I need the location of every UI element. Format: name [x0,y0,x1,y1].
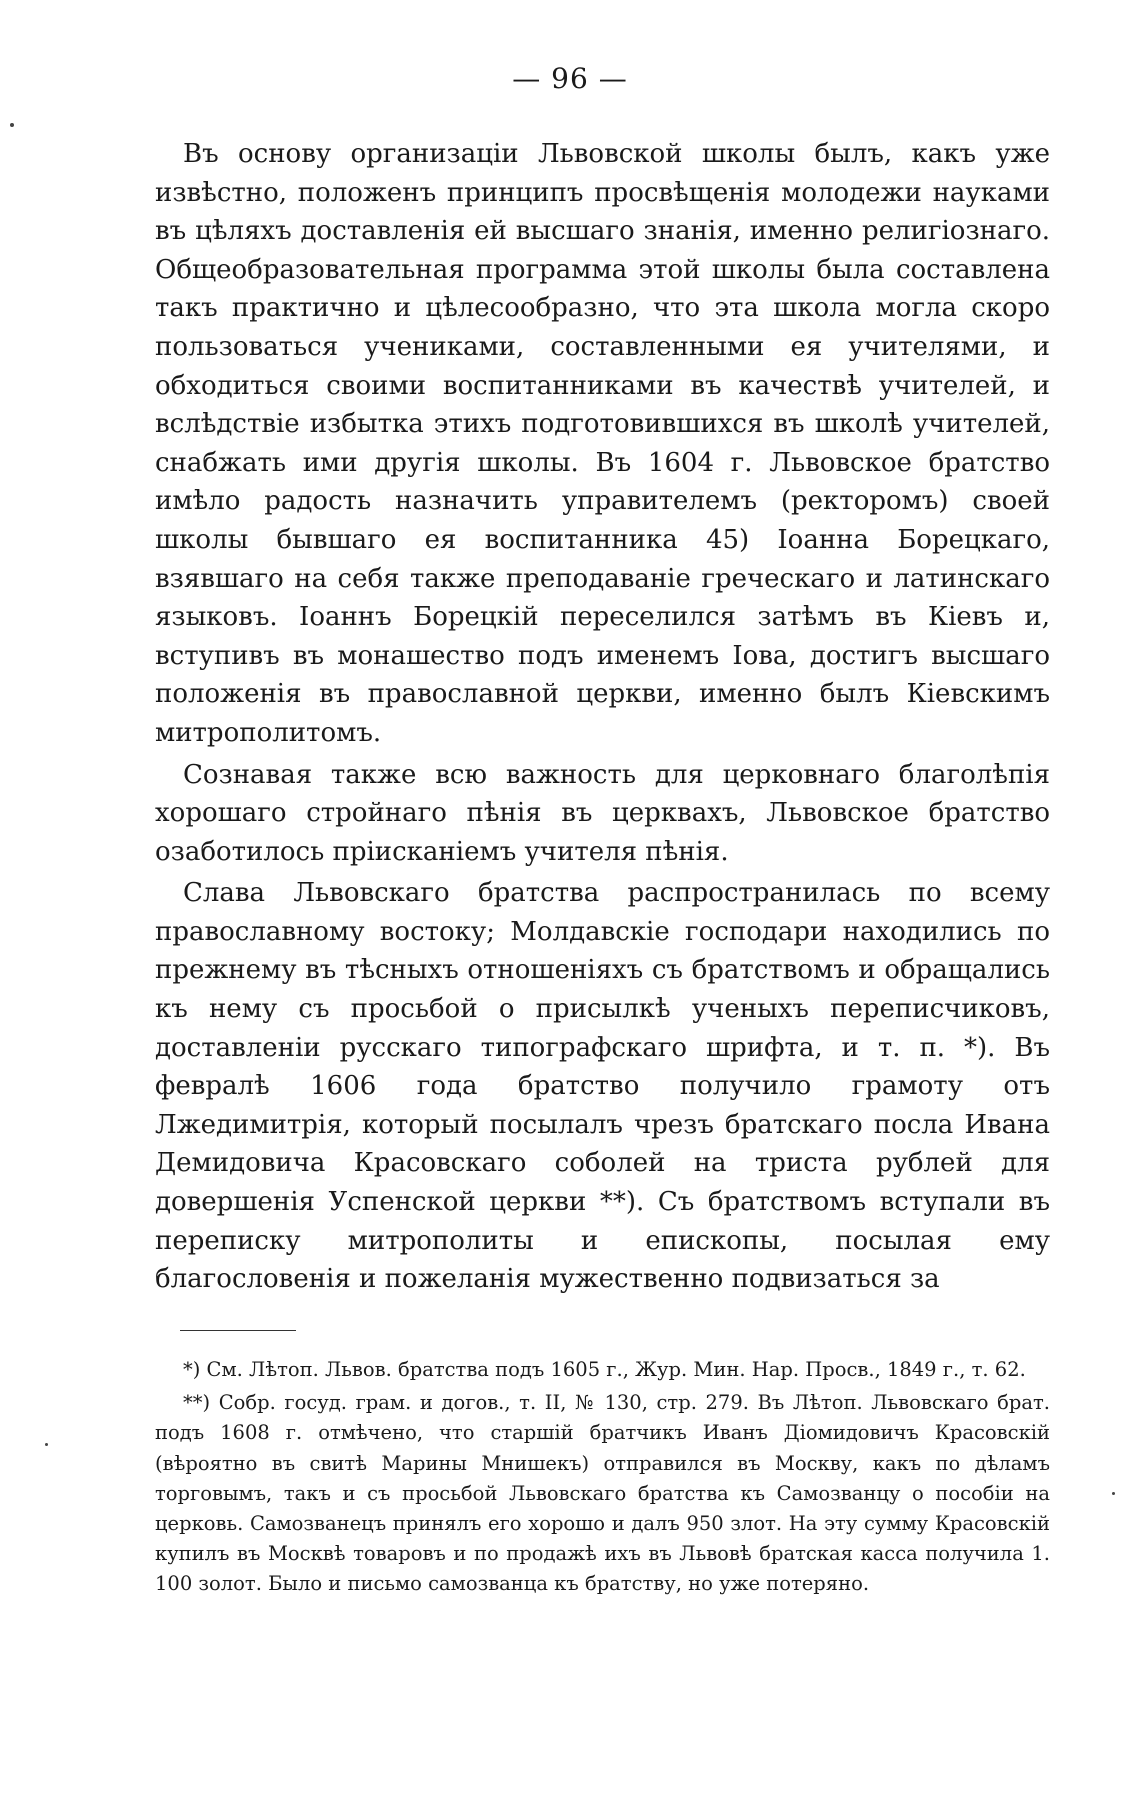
print-speck [45,1443,48,1446]
paragraph-organization: Въ основу организаціи Львовской школы былъ, какъ уже извѣстно, положенъ принципъ просвѣщенія молодежи науками въ цѣляхъ доставленія ей высшаго знанія, именно религіознаго. Общеобразовательная программа этой школы была составлена такъ практично и цѣлесообразно, что эта школа могла скоро пользоваться учениками, составленными ея учителями, и обходиться своими воспитанниками въ качествѣ учителей, и вслѣдствіе избытка этихъ подготовившихся въ школѣ учителей, снабжать ими другія школы. Въ 1604 г. Львовское братство имѣло радость назначить управителемъ (ректоромъ) своей школы бывшаго ея воспитанника 45) Іоанна Борецкаго, взявшаго на себя также преподаваніе греческаго и латинскаго языковъ. Іоаннъ Борецкій переселился затѣмъ въ Кіевъ и, вступивъ въ монашество подъ именемъ Іова, достигъ высшаго положенія въ православной церкви, именно былъ Кіевскимъ митрополитомъ. [155,139,1050,748]
print-speck [10,123,14,127]
print-speck [1112,1492,1115,1495]
footnotes [155,1355,1050,1600]
main-text [155,135,1050,1299]
footnote-1: *) См. Лѣтоп. Львов. братства подъ 1605 г., Жур. Мин. Нар. Просв., 1849 г., т. 62. [183,1358,1026,1381]
page-number: — 96 — [512,62,628,95]
paragraph-glory: Слава Львовскаго братства распространилась по всему православному востоку; Молдавскіе господари находились по прежнему въ тѣсныхъ отношеніяхъ съ братствомъ и обращались къ нему съ просьбой о присылкѣ ученыхъ переписчиковъ, доставленіи русскаго типографскаго шрифта, и т. п. *). Въ февралѣ 1606 года братство получило грамоту отъ Лжедимитрія, который посылалъ чрезъ братскаго посла Ивана Демидовича Красовскаго соболей на триста рублей для довершенія Успенской церкви **). Съ братствомъ вступали въ переписку митрополиты и епископы, посылая ему благословенія и пожеланія мужественно подвизаться за [155,878,1050,1295]
footnote-2: **) Собр. госуд. грам. и догов., т. II, № 130, стр. 279. Въ Лѣтоп. Львовскаго брат. подъ 1608 г. отмѣчено, что старшій братчикъ Иванъ Діомидовичъ Красовскій (вѣроятно въ свитѣ Марины Мнишекъ) отправился въ Москву, какъ по дѣламъ торговымъ, такъ и съ просьбой Львовскаго братства къ Самозванцу о пособіи на церковь. Самозванецъ принялъ его хорошо и далъ 950 злот. На эту сумму Красовскій купилъ въ Москвѣ товаровъ и по продажѣ ихъ въ Львовѣ братская касса получила 1. 100 золот. Было и письмо самозванца къ братству, но уже потеряно. [155,1391,1050,1596]
footnote-divider [180,1330,296,1331]
paragraph-singing: Сознавая также всю важность для церковнаго благолѣпія хорошаго стройнаго пѣнія въ церквахъ, Львовское братство озаботилось пріисканіемъ учителя пѣнія. [155,759,1050,867]
